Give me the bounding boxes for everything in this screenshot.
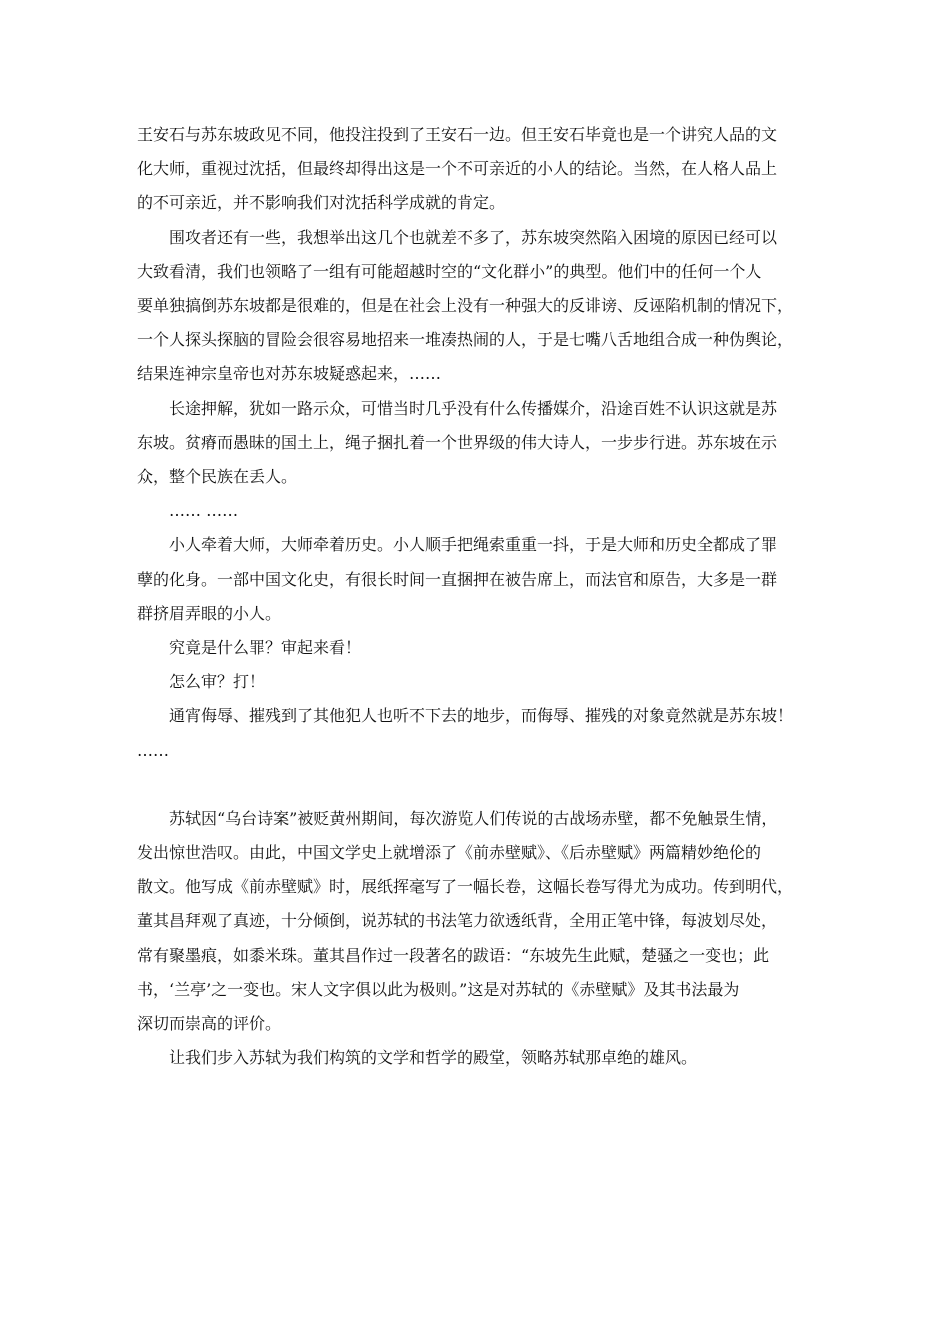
text-line: 群挤眉弄眼的小人。: [137, 603, 282, 623]
text-line: 通宵侮辱、摧残到了其他犯人也听不下去的地步，而侮辱、摧残的对象竟然就是苏东坡！: [169, 706, 794, 726]
text-line: 董其昌拜观了真迹，十分倾倒，说苏轼的书法笔力欲透纸背，全用正笔中锋，每波划尽处，: [137, 911, 778, 931]
text-line: 深切而崇高的评价。: [137, 1014, 282, 1034]
text-line: 结果连神宗皇帝也对苏东坡疑惑起来，……: [137, 364, 442, 384]
paragraph: [137, 494, 832, 528]
text-line: 围攻者还有一些，我想举出这几个也就差不多了，苏东坡突然陷入困境的原因已经可以: [169, 227, 778, 247]
text-line: 散文。他写成《前赤壁赋》时，展纸挥毫写了一幅长卷，这幅长卷写得尤为成功。传到明代，: [137, 877, 794, 897]
text-line: 众，整个民族在丢人。: [137, 467, 298, 487]
document-page: [137, 118, 832, 1075]
paragraph: [137, 665, 832, 699]
text-line: ……: [137, 740, 169, 760]
paragraph: [137, 802, 832, 1041]
text-line: 大致看清，我们也领略了一组有可能超越时空的“文化群小”的典型。他们中的任何一个人: [137, 261, 762, 281]
paragraph: [137, 118, 832, 221]
text-line: 让我们步入苏轼为我们构筑的文学和哲学的殿堂，领略苏轼那卓绝的雄风。: [169, 1048, 698, 1068]
text-line: 究竟是什么罪？审起来看！: [169, 638, 362, 658]
paragraph: [137, 734, 832, 768]
text-line: 化大师，重视过沈括，但最终却得出这是一个不可亲近的小人的结论。当然，在人格人品上: [137, 159, 778, 179]
text-line: 苏轼因“乌台诗案”被贬黄州期间，每次游览人们传说的古战场赤壁，都不免触景生情，: [169, 808, 778, 828]
text-line: 小人牵着大师，大师牵着历史。小人顺手把绳索重重一抖，于是大师和历史全都成了罪: [169, 535, 778, 555]
text-line: 王安石与苏东坡政见不同，他投注投到了王安石一边。但王安石毕竟也是一个讲究人品的文: [137, 125, 778, 144]
text-line: 东坡。贫瘠而愚昧的国土上，绳子捆扎着一个世界级的伟大诗人，一步步行进。苏东坡在示: [137, 432, 778, 452]
text-line: 要单独搞倒苏东坡都是很难的，但是在社会上没有一种强大的反诽谤、反诬陷机制的情况下，: [137, 296, 794, 316]
text-line: 的不可亲近，并不影响我们对沈括科学成就的肯定。: [137, 193, 506, 213]
essay-section-2: [137, 802, 832, 1076]
text-line: 一个人探头探脑的冒险会很容易地招来一堆凑热闹的人，于是七嘴八舌地组合成一种伪舆论，: [137, 330, 794, 350]
paragraph: [137, 528, 832, 631]
paragraph: [137, 221, 832, 392]
text-line: …… ……: [169, 501, 239, 521]
text-line: 发出惊世浩叹。由此，中国文学史上就增添了《前赤壁赋》、《后赤壁赋》两篇精妙绝伦的: [137, 843, 762, 863]
text-line: 书，‘兰亭’之一变也。宋人文字俱以此为极则。”这是对苏轼的《赤壁赋》及其书法最为: [137, 979, 740, 999]
paragraph: [137, 631, 832, 665]
paragraph: [137, 1041, 832, 1075]
essay-section-1: [137, 118, 832, 768]
text-line: 常有聚墨痕，如黍米珠。董其昌作过一段著名的跋语：“东坡先生此赋，楚骚之一变也；此: [137, 945, 770, 965]
section-gap: [137, 768, 832, 802]
paragraph: [137, 699, 832, 733]
text-line: 长途押解，犹如一路示众，可惜当时几乎没有什么传播媒介，沿途百姓不认识这就是苏: [169, 398, 778, 418]
text-line: 孽的化身。一部中国文化史，有很长时间一直捆押在被告席上，而法官和原告，大多是一群: [137, 569, 778, 589]
text-line: 怎么审？打！: [169, 672, 266, 692]
paragraph: [137, 392, 832, 495]
